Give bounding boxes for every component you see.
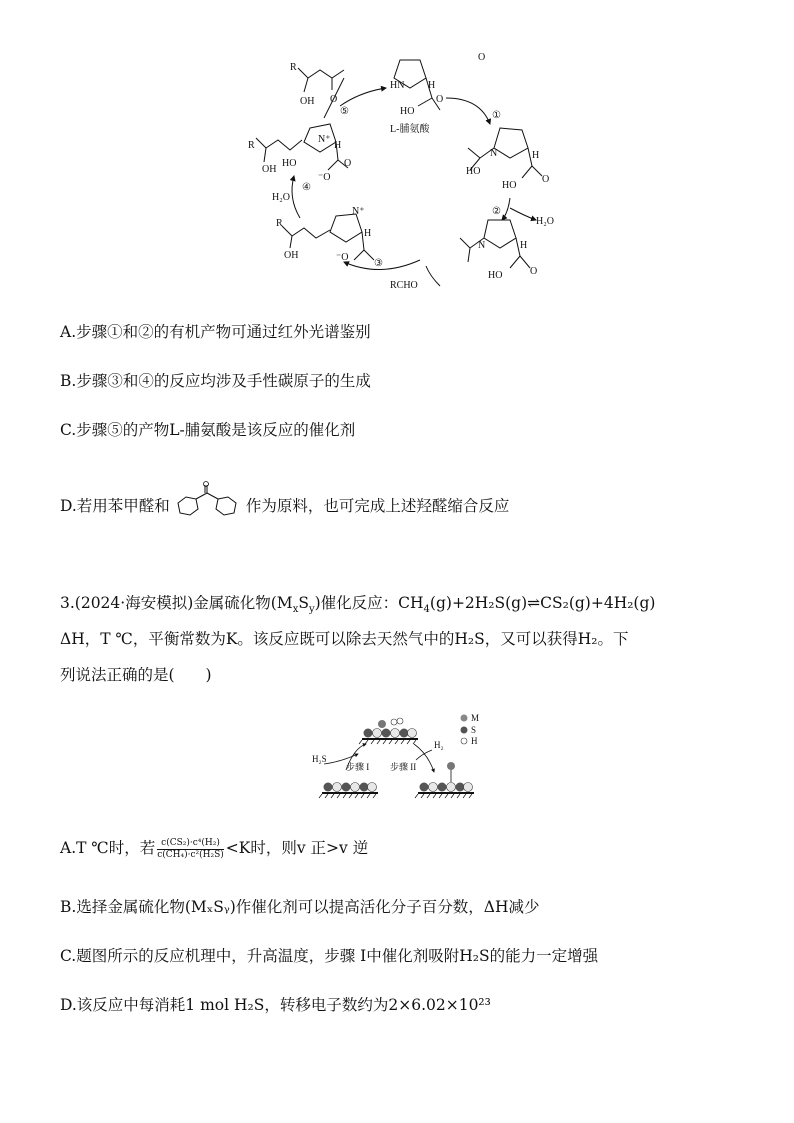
catalyst-surface-right — [415, 762, 474, 798]
ho-proline-label: HO — [400, 106, 415, 117]
legend — [461, 715, 468, 745]
oh-bottom-label: OH — [284, 250, 299, 261]
fraction-denominator: c(CH₄)·c²(H₂S) — [157, 849, 224, 860]
q3-stem-line2: ΔH，T ℃，平衡常数为K。该反应既可以除去天然气中的H₂S，又可以获得H₂。下 — [60, 630, 629, 648]
q2-option-d-prefix: D.若用苯甲醛和 — [60, 497, 170, 515]
product-label: H₂ — [434, 740, 444, 750]
legend-m: M — [471, 713, 480, 723]
o-enamine-label: O — [530, 266, 538, 277]
h-right-label: H — [532, 150, 540, 161]
legend-h: H — [471, 736, 478, 746]
oh-left-label: OH — [262, 164, 277, 175]
r-left-label: R — [248, 140, 255, 151]
o-top-label: O — [330, 94, 338, 105]
step1-label: ① — [492, 110, 501, 121]
step4-arrow — [292, 176, 300, 218]
reactant-label: H₂S — [312, 754, 327, 764]
product-structure — [298, 68, 344, 92]
step5-arrow — [340, 88, 386, 106]
ho-left-label: HO — [282, 158, 297, 169]
n-plus-left-label: N⁺ — [318, 134, 331, 145]
catalytic-cycle-figure — [240, 48, 560, 298]
step2-arrow — [502, 198, 510, 220]
oh-top-label: OH — [300, 96, 315, 107]
legend-s: S — [471, 725, 477, 735]
h-left-label: H — [334, 140, 342, 151]
step2-label: ② — [492, 206, 501, 217]
mechanism-diagram — [310, 704, 490, 800]
hn-label: HN — [390, 80, 405, 91]
step-i-label: 步骤 I — [346, 762, 370, 772]
water-in-label: H₂O — [272, 192, 290, 203]
o-left-label: O — [344, 158, 352, 169]
step5-label: ⑤ — [340, 106, 349, 117]
n-right-label: N — [490, 148, 498, 159]
q3-option-c: C.题图所示的反应机理中，升高温度，步骤 I中催化剂吸附H₂S的能力一定增强 — [60, 947, 599, 965]
q2-option-d-suffix: 作为原料，也可完成上述羟醛缩合反应 — [245, 497, 510, 515]
mechanism-figure — [310, 704, 490, 800]
q2-option-b: B.步骤③和④的反应均涉及手性碳原子的生成 — [60, 372, 371, 390]
ho-right-label: HO — [466, 166, 481, 177]
q3-option-a — [60, 836, 368, 861]
o-acid-right-label: O — [542, 174, 550, 185]
h-bottom-label: H — [364, 228, 372, 239]
benzophenone-structure — [172, 481, 244, 521]
reaction-quotient-fraction — [157, 838, 224, 861]
catalyst-surface-left — [319, 783, 378, 799]
step-ii-arrow — [414, 744, 434, 772]
r-bottom-label: R — [276, 218, 283, 229]
step4-label: ④ — [302, 182, 311, 193]
aldehyde-label: RCHO — [390, 280, 418, 291]
zwitterion-structure — [256, 78, 348, 170]
h2-out-arrow — [416, 750, 432, 760]
q3-option-d: D.该反应中每消耗1 mol H₂S，转移电子数约为2×6.02×10²³ — [60, 996, 491, 1014]
o-acetone-label: O — [478, 52, 486, 63]
q2-option-d — [60, 494, 509, 516]
aldehyde-in-arrow — [426, 266, 440, 286]
proline-name-label: L-脯氨酸 — [390, 124, 430, 135]
h-proline-label: H — [428, 80, 436, 91]
ho-acid-right-label: HO — [502, 180, 517, 191]
q2-option-a: A.步骤①和②的有机产物可通过红外光谱鉴别 — [60, 323, 371, 341]
step-ii-label: 步骤 II — [390, 762, 417, 772]
o-proline-label: O — [436, 94, 444, 105]
q3-option-a-prefix: A.T ℃时，若 — [60, 839, 156, 857]
q2-option-c: C.步骤⑤的产物L-脯氨酸是该反应的催化剂 — [60, 421, 356, 439]
q3-stem-line3: 列说法正确的是( ) — [60, 666, 212, 684]
step1-arrow — [446, 98, 490, 124]
catalytic-cycle-diagram — [240, 48, 560, 298]
n-enamine-label: N — [478, 240, 486, 251]
q3-stem-line1: 3.(2024·海安模拟)金属硫化物$(M_xS_y)$催化反应：$CH_4(g)+2H_2S(g)\rightleftharpoons CS_2(g)+4H_2(g)$ — [60, 594, 656, 616]
n-plus-bottom-label: N⁺ — [352, 206, 365, 217]
water-out-arrow — [510, 208, 536, 220]
q3-option-b: B.选择金属硫化物(MₓSᵧ)作催化剂可以提高活化分子百分数，ΔH减少 — [60, 898, 540, 916]
ho-enamine-label: HO — [488, 270, 503, 281]
o-minus-left-label: ⁻O — [318, 172, 331, 183]
o-minus-bottom-label: ⁻O — [336, 252, 349, 263]
catalyst-surface-top — [359, 718, 418, 744]
q3-option-a-suffix: <K时，则v 正>v 逆 — [225, 839, 369, 857]
fraction-numerator: c(CS₂)·c⁴(H₂) — [157, 838, 224, 850]
step3-label: ③ — [374, 258, 383, 269]
water-out-label: H₂O — [536, 216, 554, 227]
r-top-label: R — [290, 62, 297, 73]
h-enamine-label: H — [520, 240, 528, 251]
